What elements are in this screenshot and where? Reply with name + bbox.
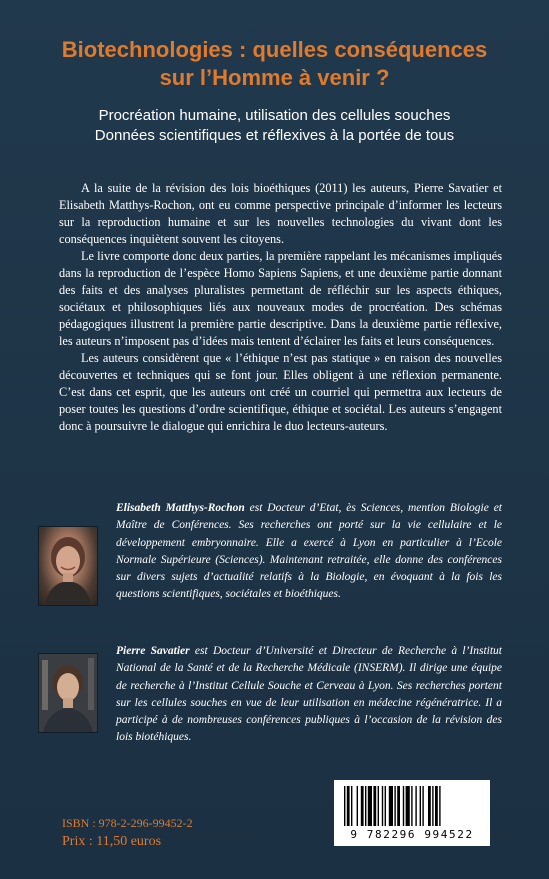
author-photo-savatier [38, 653, 98, 733]
book-title [40, 36, 509, 92]
portrait-woman-icon [39, 527, 97, 605]
summary-paragraph-1: A la suite de la révision des lois bioéthiques (2011) les auteurs, Pierre Savatier et Elisabeth Matthys-Rochon, ont eu comme perspective principale d’informer les lecteurs sur la reproduction humaine et sur les nouvelles technologies du vivant dont les conséquences inquiètent souvent les citoyens. [59, 181, 502, 246]
subtitle-line-1: Procréation humaine, utilisation des cellules souches [98, 107, 451, 124]
author-name-matthys-rochon: Elisabeth Matthys-Rochon [116, 502, 245, 514]
portrait-man-icon [39, 654, 97, 732]
summary-text [59, 180, 502, 435]
author-bio-text-1: est Docteur d’Etat, ès Sciences, mention Biologie et Maître de Conférences. Ses recherches ont porté sur la vie cellulaire et le développement embryonnaire. Elle a exercé à Lyon en particulier à l’Ecole Normale Supérieure (Sciences). Maintenant retraitée, elle donne des conférences sur divers sujets d’actualité relatifs à la Biologie, en évoquant à la fois les questions scientifiques, sociétales et bioéthiques. [116, 502, 502, 601]
price: Prix : 11,50 euros [62, 834, 162, 849]
barcode-digits: 9 782296 994522 [350, 828, 474, 841]
title-line-2: sur l’Homme à venir ? [159, 65, 390, 90]
author-bio-savatier [116, 643, 502, 747]
barcode [334, 780, 490, 846]
summary-paragraph-3: Les auteurs considèrent que « l’éthique n’est pas statique » en raison des nouvelles découvertes et techniques qui se font jour. Elles obligent à une réflexion permanente. C’est dans cet esprit, que les auteurs ont créé un courriel qui permettra aux lecteurs de poser toutes les questions d’ordre scientifique, éthique et sociétal. Les auteurs s’engagent donc à poursuivre le dialogue qui enrichira le duo lecteurs-auteurs. [59, 351, 502, 433]
author-name-savatier: Pierre Savatier [116, 645, 190, 657]
barcode-bars-icon [342, 786, 482, 826]
subtitle-line-2: Données scientifiques et réflexives à la portée de tous [94, 127, 455, 144]
author-photo-matthys-rochon [38, 526, 98, 606]
summary-paragraph-2: Le livre comporte donc deux parties, la première rappelant les mécanismes impliqués dans la reproduction de l’espèce Homo Sapiens Sapiens, et une deuxième partie donnant des faits et des analyses pluralistes permettant de réfléchir sur les aspects éthiques, sociétaux et philosophiques liés aux nouveaux modes de procréation. Des schémas pédagogiques illustrent la première partie descriptive. Dans la deuxième partie réflexive, les auteurs n’imposent pas d’idées mais tentent d’éclairer les faits et leurs conséquences. [59, 249, 502, 348]
isbn: ISBN : 978-2-296-99452-2 [62, 816, 193, 830]
title-line-1: Biotechnologies : quelles conséquences [61, 37, 488, 62]
book-subtitle [40, 106, 509, 146]
author-bio-text-2: est Docteur d’Université et Directeur de Recherche à l’Institut National de la Santé et de la Recherche Médicale (INSERM). Il dirige une équipe de recherche à l’Institut Cellule Souche et Cerveau à Lyon. Ses recherches portent sur les cellules souches en vue de leur utilisation en médecine régénératrice. Il a participé à de nombreuses conférences publiques à l’occasion de la révision des lois biotéhiques. [116, 645, 502, 744]
author-bio-matthys-rochon [116, 500, 502, 604]
